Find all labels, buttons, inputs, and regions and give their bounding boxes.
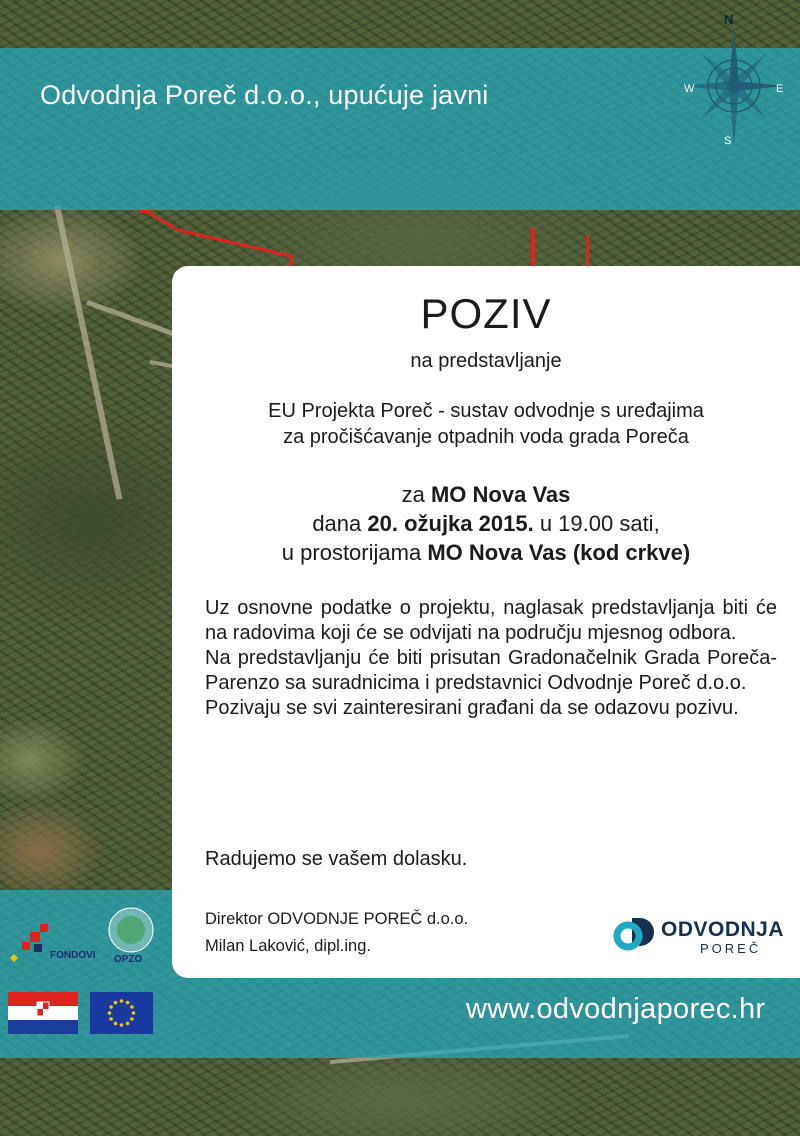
event-place-line: za MO Nova Vas [401,482,571,507]
event-date-line: dana 20. ožujka 2015. u 19.00 sati, [312,511,660,536]
compass-n: N [724,12,734,27]
event-venue-line: u prostorijama MO Nova Vas (kod crkve) [281,540,691,565]
signature-name: Milan Laković, dipl.ing. [205,937,371,955]
body-paragraph: Uz osnovne podatke o projektu, naglasak predstavljanja biti će na radovima koji će se odvijati na području mjesnog odbora. [205,597,777,644]
croatia-flag-icon [8,992,78,1034]
body-paragraph: Pozivaju se svi zainteresirani građani da se odazovu pozivu. [205,697,739,719]
eu-flag-icon [90,992,153,1034]
opzo-label: OPZO [114,954,143,965]
brand-mark-icon [612,914,656,954]
odvodnja-porec-logo [612,914,785,956]
invitation-title: POZIV [420,290,552,337]
body-paragraph: Na predstavljanju će biti prisutan Gradonačelnik Grada Poreča-Parenzo sa suradnicima i predstavnici Odvodnje Poreč d.o.o. [205,647,777,694]
invitation-subtitle: na predstavljanje [410,350,562,372]
headline: Odvodnja Poreč d.o.o., upućuje javni [40,80,489,110]
signature-block [205,906,468,960]
eu-fondovi-logo [8,914,100,976]
compass-s: S [724,135,732,147]
invitation-card [172,266,800,978]
fondovi-label: FONDOVI [50,950,96,961]
compass-rose-icon [672,10,792,150]
project-line-2: za pročišćavanje otpadnih voda grada Poreča [283,426,689,448]
closing-line: Radujemo se vašem dolasku. [205,848,468,870]
website-link[interactable]: www.odvodnjaporec.hr [466,993,766,1025]
signature-title: Direktor ODVODNJE POREČ d.o.o. [205,910,469,928]
compass-e: E [776,83,784,95]
project-line-1: EU Projekta Poreč - sustav odvodnje s uređajima [268,400,704,422]
opzo-logo [104,904,158,976]
invitation-body [205,596,777,721]
brand-name: ODVODNJA [661,918,785,941]
brand-sub: POREČ [700,941,762,956]
compass-w: W [684,83,695,95]
